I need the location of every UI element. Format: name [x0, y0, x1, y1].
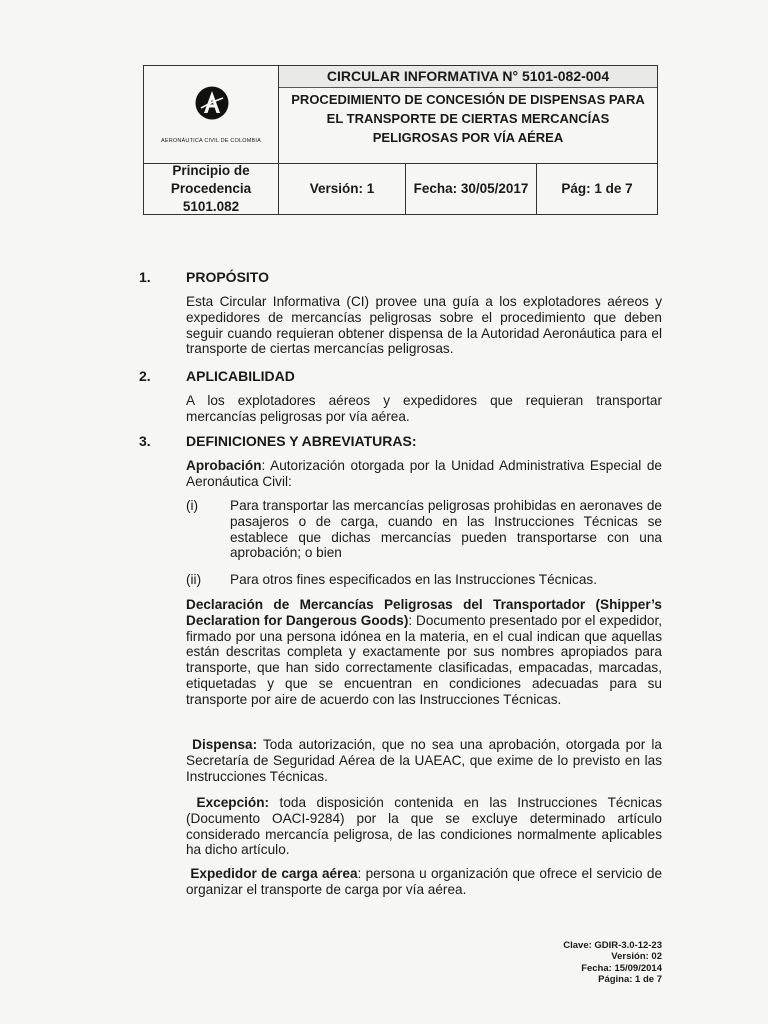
definition-dispensa	[186, 737, 662, 784]
def-dispensa: Toda autorización, que no sea una aprobación, otorgada por la Secretaría de Seguridad Aérea de la UAEAC, que exime de lo previsto en las Instrucciones Técnicas.	[186, 737, 662, 784]
title-cell	[279, 66, 657, 164]
def-excepcion: toda disposición contenida en las Instrucciones Técnicas (Documento OACI-9284) por la que se excluye determinado artículo considerado mercancía peligrosa, de las condiciones normalmente aplicables ha dicho artículo.	[186, 795, 662, 858]
section-number: 2.	[139, 368, 151, 384]
term-expedidor: Expedidor de carga aérea	[190, 866, 358, 881]
logo-caption: AERONÁUTICA CIVIL DE COLOMBIA	[160, 138, 262, 144]
proposito-paragraph: Esta Circular Informativa (CI) provee una guía a los explotadores aéreos y expedidores de mercancías peligrosas sobre el procedimiento que deben seguir cuando requieran obtener dispensa de la Autoridad Aeronáutica para el transporte de ciertas mercancías peligrosas.	[186, 294, 662, 357]
fecha-cell	[406, 164, 537, 214]
term-declaracion: Declaración de Mercancías Peligrosas del Transportador (Shipper’s Declaration for Dangerous Goods)	[186, 597, 662, 628]
section-title-aplicabilidad: APLICABILIDAD	[186, 368, 295, 384]
term-dispensa: Dispensa:	[192, 737, 258, 752]
pagina-cell	[537, 164, 657, 214]
section-title-proposito: PROPÓSITO	[186, 269, 269, 285]
circular-number: CIRCULAR INFORMATIVA N° 5101-082-004	[279, 66, 657, 88]
version-label: Versión: 1	[309, 181, 375, 196]
def-expedidor: : persona u organización que ofrece el servicio de organizar el transporte de carga por vía aérea.	[186, 866, 662, 897]
principio-code: 5101.082	[182, 199, 240, 214]
fecha-label: Fecha: 30/05/2017	[413, 181, 529, 196]
section-number: 3.	[139, 433, 151, 449]
term-aprobacion: Aprobación	[186, 458, 262, 473]
document-footer	[563, 940, 662, 986]
term-excepcion: Excepción:	[196, 795, 270, 810]
definition-expedidor	[186, 866, 662, 898]
definition-excepcion	[186, 795, 662, 858]
principio-cell	[144, 164, 279, 214]
footer-fecha: Fecha: 15/09/2014	[581, 962, 662, 974]
def-declaracion: : Documento presentado por el expedidor, firmado por una persona idónea en la materia, en el cual indican que aquellas están descritas completa y exactamente por sus nombres apropiados para transporte, que han sido correctamente clasificadas, empacadas, marcadas, etiquetadas y que se encuentran en condiciones adecuadas para su transporte por aire de acuerdo con las Instrucciones Técnicas.	[186, 612, 662, 707]
list-item-number: (i)	[186, 498, 199, 513]
document-header-table	[143, 65, 658, 215]
document-title: PROCEDIMIENTO DE CONCESIÓN DE DISPENSAS PARA EL TRANSPORTE DE CIERTAS MERCANCÍAS PELIGROSAS POR VÍA AÉREA	[291, 92, 645, 145]
list-item-text: Para otros fines especificados en las Instrucciones Técnicas.	[230, 572, 597, 587]
header-info-row	[144, 164, 657, 214]
aerocivil-logo-icon	[195, 86, 229, 120]
footer-version: Versión: 02	[611, 951, 662, 963]
def-aprobacion: : Autorización otorgada por la Unidad Administrativa Especial de Aeronáutica Civil:	[186, 458, 662, 489]
definition-declaracion	[186, 597, 662, 708]
section-number: 1.	[139, 269, 151, 285]
footer-pagina: Página: 1 de 7	[598, 974, 662, 986]
list-item-number: (ii)	[186, 572, 202, 587]
logo-cell	[144, 66, 279, 164]
aplicabilidad-paragraph: A los explotadores aéreos y expedidores que requieran transportar mercancías peligrosas por vía aérea.	[186, 393, 662, 424]
footer-clave: Clave: GDIR-3.0-12-23	[563, 940, 662, 951]
list-item-text: Para transportar las mercancías peligrosas prohibidas en aeronaves de pasajeros o de carga, cuando en las Instrucciones Técnicas se establece que dichas mercancías pueden transportarse con una aprobación; o bien	[230, 498, 662, 561]
definition-aprobacion	[186, 458, 662, 490]
pagina-label: Pág: 1 de 7	[561, 181, 633, 196]
version-cell	[279, 164, 406, 214]
principio-label: Principio de Procedencia	[170, 163, 252, 196]
section-title-definiciones: DEFINICIONES Y ABREVIATURAS:	[186, 433, 417, 449]
